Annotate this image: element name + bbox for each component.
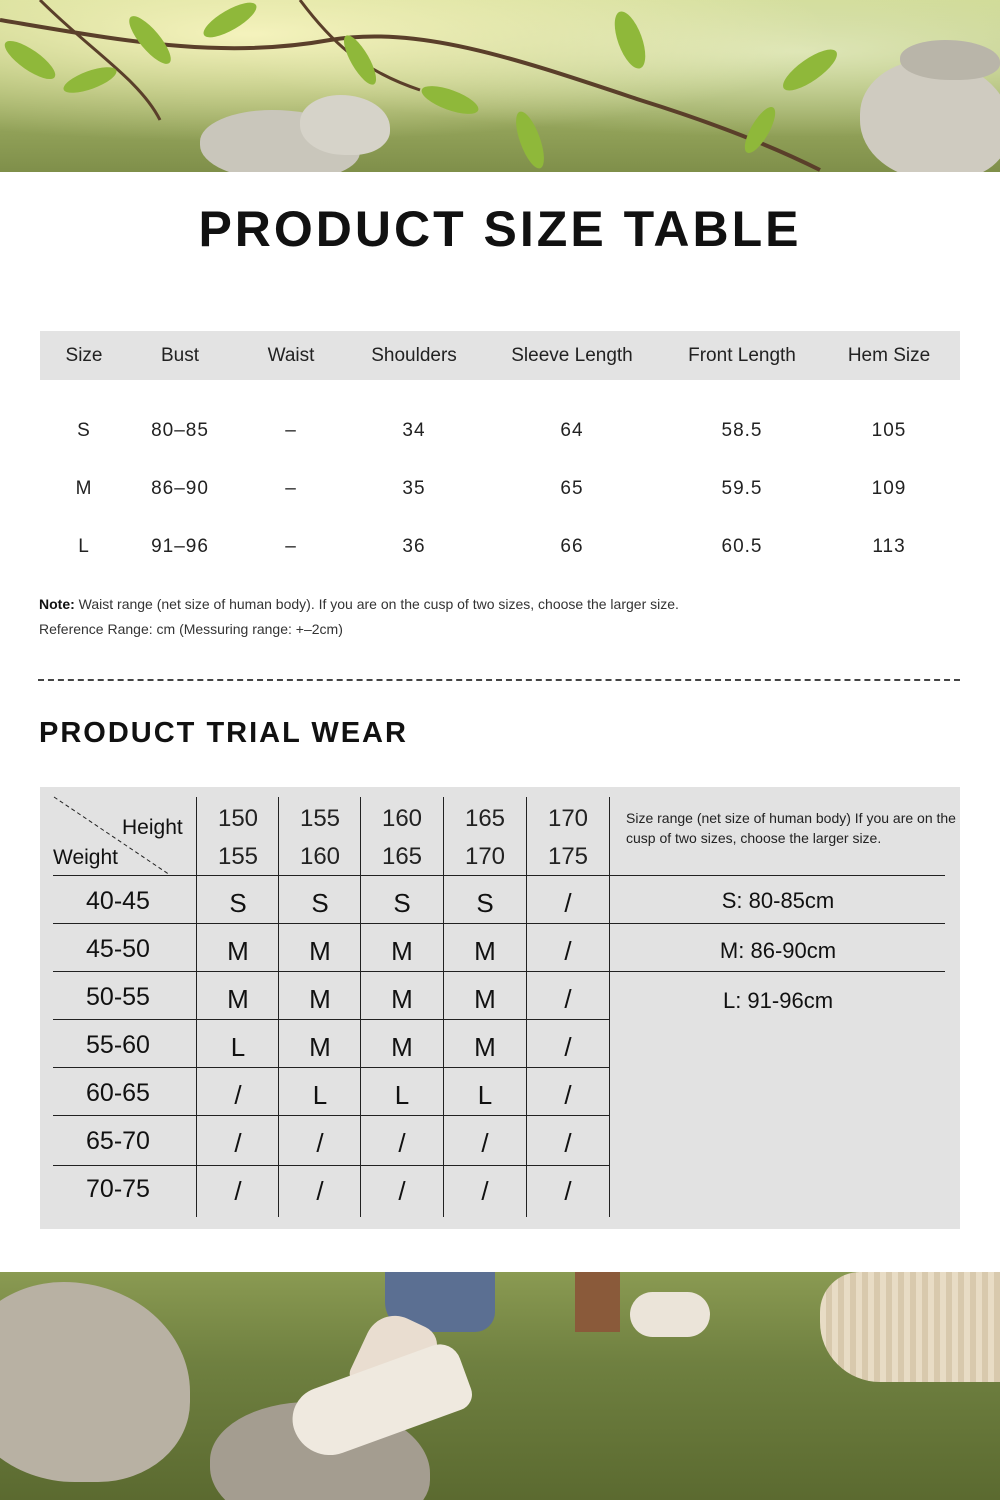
header-hem-size: Hem Size — [847, 345, 931, 366]
cell-size: L — [78, 536, 90, 557]
size-cell: L — [394, 1080, 410, 1110]
size-range-s: S: 80-85cm — [721, 888, 835, 913]
height-label: Height — [122, 816, 183, 839]
size-cell: / — [316, 1176, 324, 1206]
height-from: 160 — [381, 805, 423, 832]
size-cell: / — [234, 1128, 242, 1158]
size-cell: / — [564, 984, 572, 1014]
size-cell: M — [309, 984, 331, 1014]
height-range — [280, 800, 360, 876]
size-table-header — [40, 331, 960, 380]
size-cell: / — [316, 1128, 324, 1158]
branch-leaves — [0, 0, 1000, 172]
weight-cell: 60-65 — [86, 1079, 150, 1107]
size-note — [39, 596, 679, 612]
size-cell: L — [230, 1032, 246, 1062]
size-cell: / — [481, 1176, 489, 1206]
cell-waist: – — [285, 420, 297, 441]
size-cell: S — [311, 888, 329, 918]
size-cell: S — [476, 888, 494, 918]
size-cell: / — [564, 1032, 572, 1062]
height-from: 155 — [299, 805, 341, 832]
weight-cell: 55-60 — [86, 1031, 150, 1059]
cell-bust: 80–85 — [151, 420, 209, 441]
cell-shoulders: 36 — [402, 536, 426, 557]
size-range-m: M: 86-90cm — [719, 938, 837, 963]
trial-wear-title: PRODUCT TRIAL WEAR — [39, 717, 408, 749]
weight-cell: 70-75 — [86, 1175, 150, 1203]
note-label: Note: — [39, 596, 75, 612]
bottom-photo-banner — [0, 1272, 1000, 1500]
size-cell: L — [312, 1080, 328, 1110]
height-to: 165 — [381, 843, 423, 870]
top-photo-banner — [0, 0, 1000, 172]
shoe-right — [630, 1292, 710, 1337]
weight-label: Weight — [53, 846, 118, 869]
size-cell: / — [564, 936, 572, 966]
weight-cell: 45-50 — [86, 935, 150, 963]
height-from: 170 — [547, 805, 589, 832]
height-range — [445, 800, 525, 876]
size-cell: M — [227, 936, 249, 966]
height-to: 170 — [464, 843, 506, 870]
size-range-note: Size range (net size of human body) If you are on the cusp of two sizes, choose the larger size. — [626, 810, 956, 846]
size-cell: S — [229, 888, 247, 918]
size-cell: / — [481, 1128, 489, 1158]
size-cell: / — [564, 1080, 572, 1110]
header-size: Size — [65, 345, 103, 366]
size-cell: / — [234, 1176, 242, 1206]
size-cell: M — [474, 1032, 496, 1062]
cell-hem-size: 105 — [871, 420, 907, 441]
cell-front-length: 60.5 — [721, 536, 763, 557]
weight-cell: 65-70 — [86, 1127, 150, 1155]
header-waist: Waist — [267, 345, 315, 366]
straw-bag — [820, 1272, 1000, 1382]
header-shoulders: Shoulders — [371, 345, 457, 366]
size-cell: M — [391, 1032, 413, 1062]
cell-front-length: 59.5 — [721, 478, 763, 499]
size-cell: / — [564, 888, 572, 918]
height-range — [198, 800, 278, 876]
weight-cell: 40-45 — [86, 887, 150, 915]
trial-wear-table — [40, 787, 960, 1229]
height-to: 175 — [547, 843, 589, 870]
size-cell: M — [474, 984, 496, 1014]
note-text: Waist range (net size of human body). If you are on the cusp of two sizes, choose the larger size. — [74, 596, 679, 612]
cell-waist: – — [285, 478, 297, 499]
size-cell: M — [391, 984, 413, 1014]
size-cell: M — [391, 936, 413, 966]
header-sleeve-length: Sleeve Length — [511, 345, 633, 366]
reference-range-note: Reference Range: cm (Messuring range: +–2cm) — [39, 621, 343, 637]
size-range-l: L: 91-96cm — [722, 988, 834, 1013]
height-to: 155 — [217, 843, 259, 870]
weight-cell: 50-55 — [86, 983, 150, 1011]
page-title: PRODUCT SIZE TABLE — [198, 201, 802, 257]
cell-sleeve-length: 65 — [560, 478, 584, 499]
cell-sleeve-length: 66 — [560, 536, 584, 557]
size-cell: S — [393, 888, 411, 918]
height-range — [528, 800, 608, 876]
cell-waist: – — [285, 536, 297, 557]
height-to: 160 — [299, 843, 341, 870]
chair-leg — [575, 1272, 620, 1332]
size-cell: / — [398, 1176, 406, 1206]
dashed-divider — [38, 679, 960, 681]
cell-size: M — [75, 478, 93, 499]
cell-hem-size: 113 — [872, 536, 906, 557]
size-cell: / — [564, 1176, 572, 1206]
size-cell: / — [234, 1080, 242, 1110]
cell-bust: 86–90 — [151, 478, 209, 499]
size-cell: M — [227, 984, 249, 1014]
size-cell: M — [474, 936, 496, 966]
height-range — [362, 800, 442, 876]
height-from: 165 — [464, 805, 506, 832]
cell-bust: 91–96 — [151, 536, 209, 557]
header-bust: Bust — [160, 345, 200, 366]
cell-shoulders: 34 — [402, 420, 426, 441]
size-cell: / — [564, 1128, 572, 1158]
header-front-length: Front Length — [688, 345, 796, 366]
size-cell: L — [477, 1080, 493, 1110]
cell-shoulders: 35 — [402, 478, 426, 499]
size-cell: / — [398, 1128, 406, 1158]
size-cell: M — [309, 936, 331, 966]
cell-front-length: 58.5 — [721, 420, 763, 441]
size-cell: M — [309, 1032, 331, 1062]
height-from: 150 — [217, 805, 259, 832]
cell-sleeve-length: 64 — [560, 420, 584, 441]
cell-hem-size: 109 — [871, 478, 907, 499]
cell-size: S — [77, 420, 91, 441]
